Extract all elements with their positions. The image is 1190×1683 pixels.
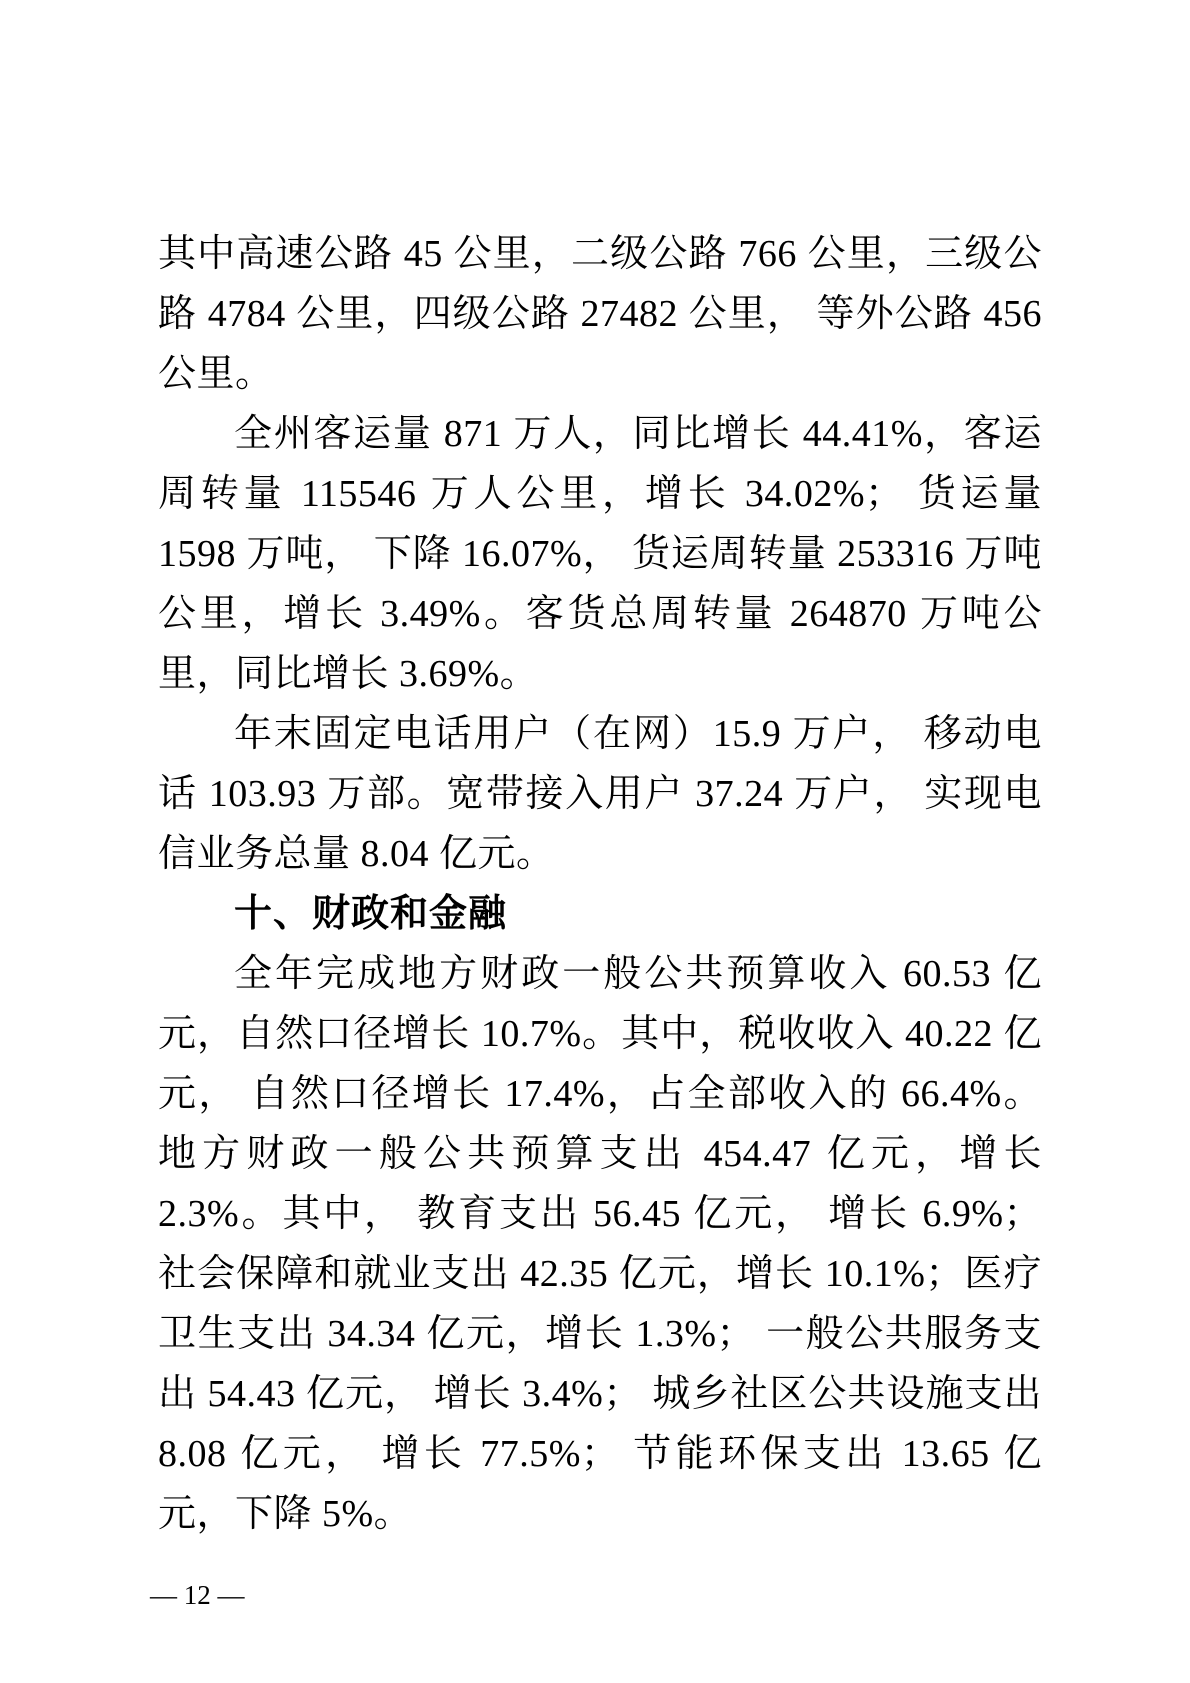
section-heading-finance: 十、财政和金融 [234,893,508,935]
page-number: — 12 — [150,1580,245,1610]
paragraph-passenger-freight: 全州客运量 871 万人，同比增长 44.41%，客运周转量 115546 万人公里，增长 34.02%； 货运量 1598 万吨， 下降 16.07%， 货运周转量 253316 万吨公里，增长 3.49%。客货总周转量 264870 万吨公里，同比增长 3.69%。 [158,413,1042,695]
paragraph-telecom: 年末固定电话用户（在网）15.9 万户， 移动电话 103.93 万部。宽带接入用户 37.24 万户， 实现电信业务总量 8.04 亿元。 [158,713,1042,875]
paragraph-highways: 其中高速公路 45 公里，二级公路 766 公里，三级公路 4784 公里，四级公路 27482 公里， 等外公路 456 公里。 [158,233,1042,395]
document-body [158,224,1042,1544]
paragraph-fiscal: 全年完成地方财政一般公共预算收入 60.53 亿元，自然口径增长 10.7%。其中，税收收入 40.22 亿元， 自然口径增长 17.4%，占全部收入的 66.4%。地方财政一般公共预算支出 454.47 亿元，增长 2.3%。其中， 教育支出 56.45 亿元， 增长 6.9%； 社会保障和就业支出 42.35 亿元，增长 10.1%；医疗卫生支出 34.34 亿元，增长 1.3%； 一般公共服务支出 54.43 亿元， 增长 3.4%； 城乡社区公共设施支出 8.08 亿元， 增长 77.5%； 节能环保支出 13.65 亿元，下降 5%。 [158,953,1042,1535]
